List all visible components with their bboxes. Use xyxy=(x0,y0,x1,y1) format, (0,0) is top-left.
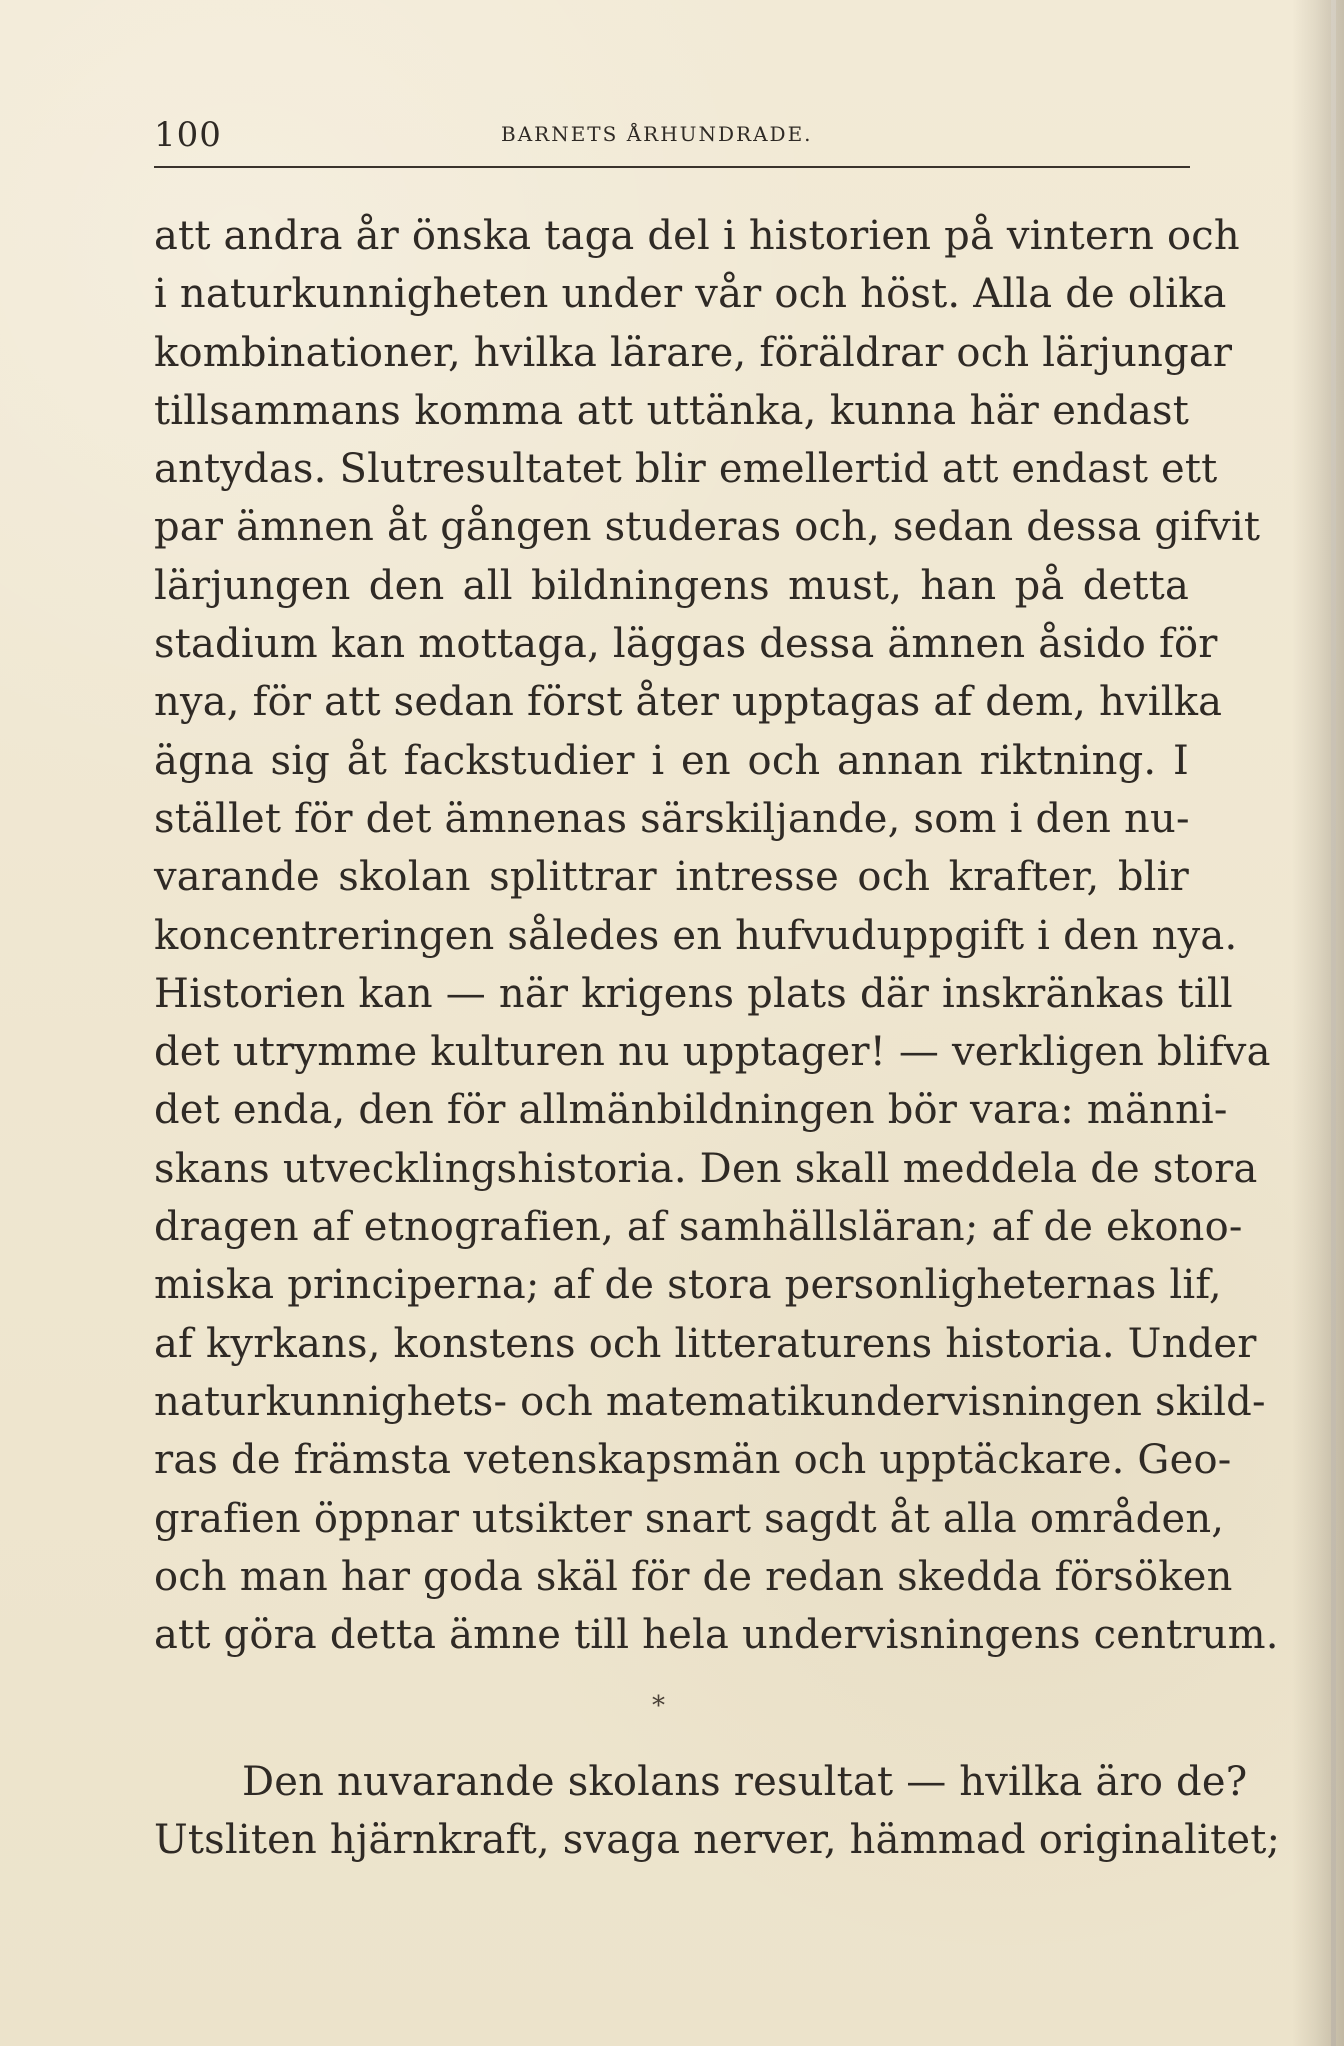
text-line: lärjungen den all bildningens must, han på detta xyxy=(154,562,1189,609)
page-edge-shadow xyxy=(1292,0,1344,2046)
text-line: skans utvecklingshistoria. Den skall meddela de stora xyxy=(154,1145,1258,1192)
text-line: kombinationer, hvilka lärare, föräldrar och lärjungar xyxy=(154,329,1233,376)
text-line: par ämnen åt gången studeras och, sedan dessa gifvit xyxy=(154,504,1261,551)
text-line: stället för det ämnenas särskiljande, som i den nu- xyxy=(154,795,1190,842)
text-line: ägna sig åt fackstudier i en och annan riktning. I xyxy=(154,737,1189,784)
running-head: BARNETS ÅRHUNDRADE. xyxy=(501,122,813,146)
text-line: nya, för att sedan först åter upptagas af dem, hvilka xyxy=(154,679,1223,726)
text-line: att göra detta ämne till hela undervisningens centrum. xyxy=(154,1612,1279,1659)
text-line: i naturkunnigheten under vår och höst. Alla de olika xyxy=(154,271,1227,318)
section-separator: * xyxy=(652,1691,665,1721)
text-line: det utrymme kulturen nu upptager! — verkligen blifva xyxy=(154,1029,1271,1076)
text-line: antydas. Slutresultatet blir emellertid att endast ett xyxy=(154,446,1218,493)
text-line: varande skolan splittrar intresse och krafter, blir xyxy=(154,854,1189,901)
text-line: att andra år önska taga del i historien på vintern och xyxy=(154,213,1240,259)
text-line: det enda, den för allmänbildningen bör vara: männi- xyxy=(154,1087,1228,1134)
page-header xyxy=(154,112,1190,168)
text-line: grafien öppnar utsikter snart sagdt åt alla områden, xyxy=(154,1495,1225,1542)
text-line: tillsammans komma att uttänka, kunna här endast xyxy=(154,387,1189,434)
text-line: naturkunnighets- och matematikundervisningen skild- xyxy=(154,1378,1266,1425)
page-edge xyxy=(1331,0,1336,2046)
text-line: ras de främsta vetenskapsmän och upptäckare. Geo- xyxy=(154,1437,1232,1484)
text-line: af kyrkans, konstens och litteraturens historia. Under xyxy=(154,1320,1257,1367)
text-line: Den nuvarande skolans resultat — hvilka äro de? xyxy=(242,1759,1248,1805)
text-line: dragen af etnografien, af samhällsläran; af de ekono- xyxy=(154,1204,1243,1251)
second-paragraph xyxy=(154,1753,1281,1870)
text-line: koncentreringen således en hufvuduppgift i den nya. xyxy=(154,912,1238,959)
text-line: Historien kan — när krigens plats där inskränkas till xyxy=(154,970,1233,1017)
text-line: miska principerna; af de stora personligheternas lif, xyxy=(154,1262,1222,1309)
text-line: och man har goda skäl för de redan skedda försöken xyxy=(154,1553,1233,1600)
main-text-block xyxy=(154,207,1279,1664)
text-line: Utsliten hjärnkraft, svaga nerver, hämmad originalitet; xyxy=(154,1817,1281,1864)
page-number: 100 xyxy=(154,115,222,155)
text-line: stadium kan mottaga, läggas dessa ämnen åsido för xyxy=(154,621,1218,668)
